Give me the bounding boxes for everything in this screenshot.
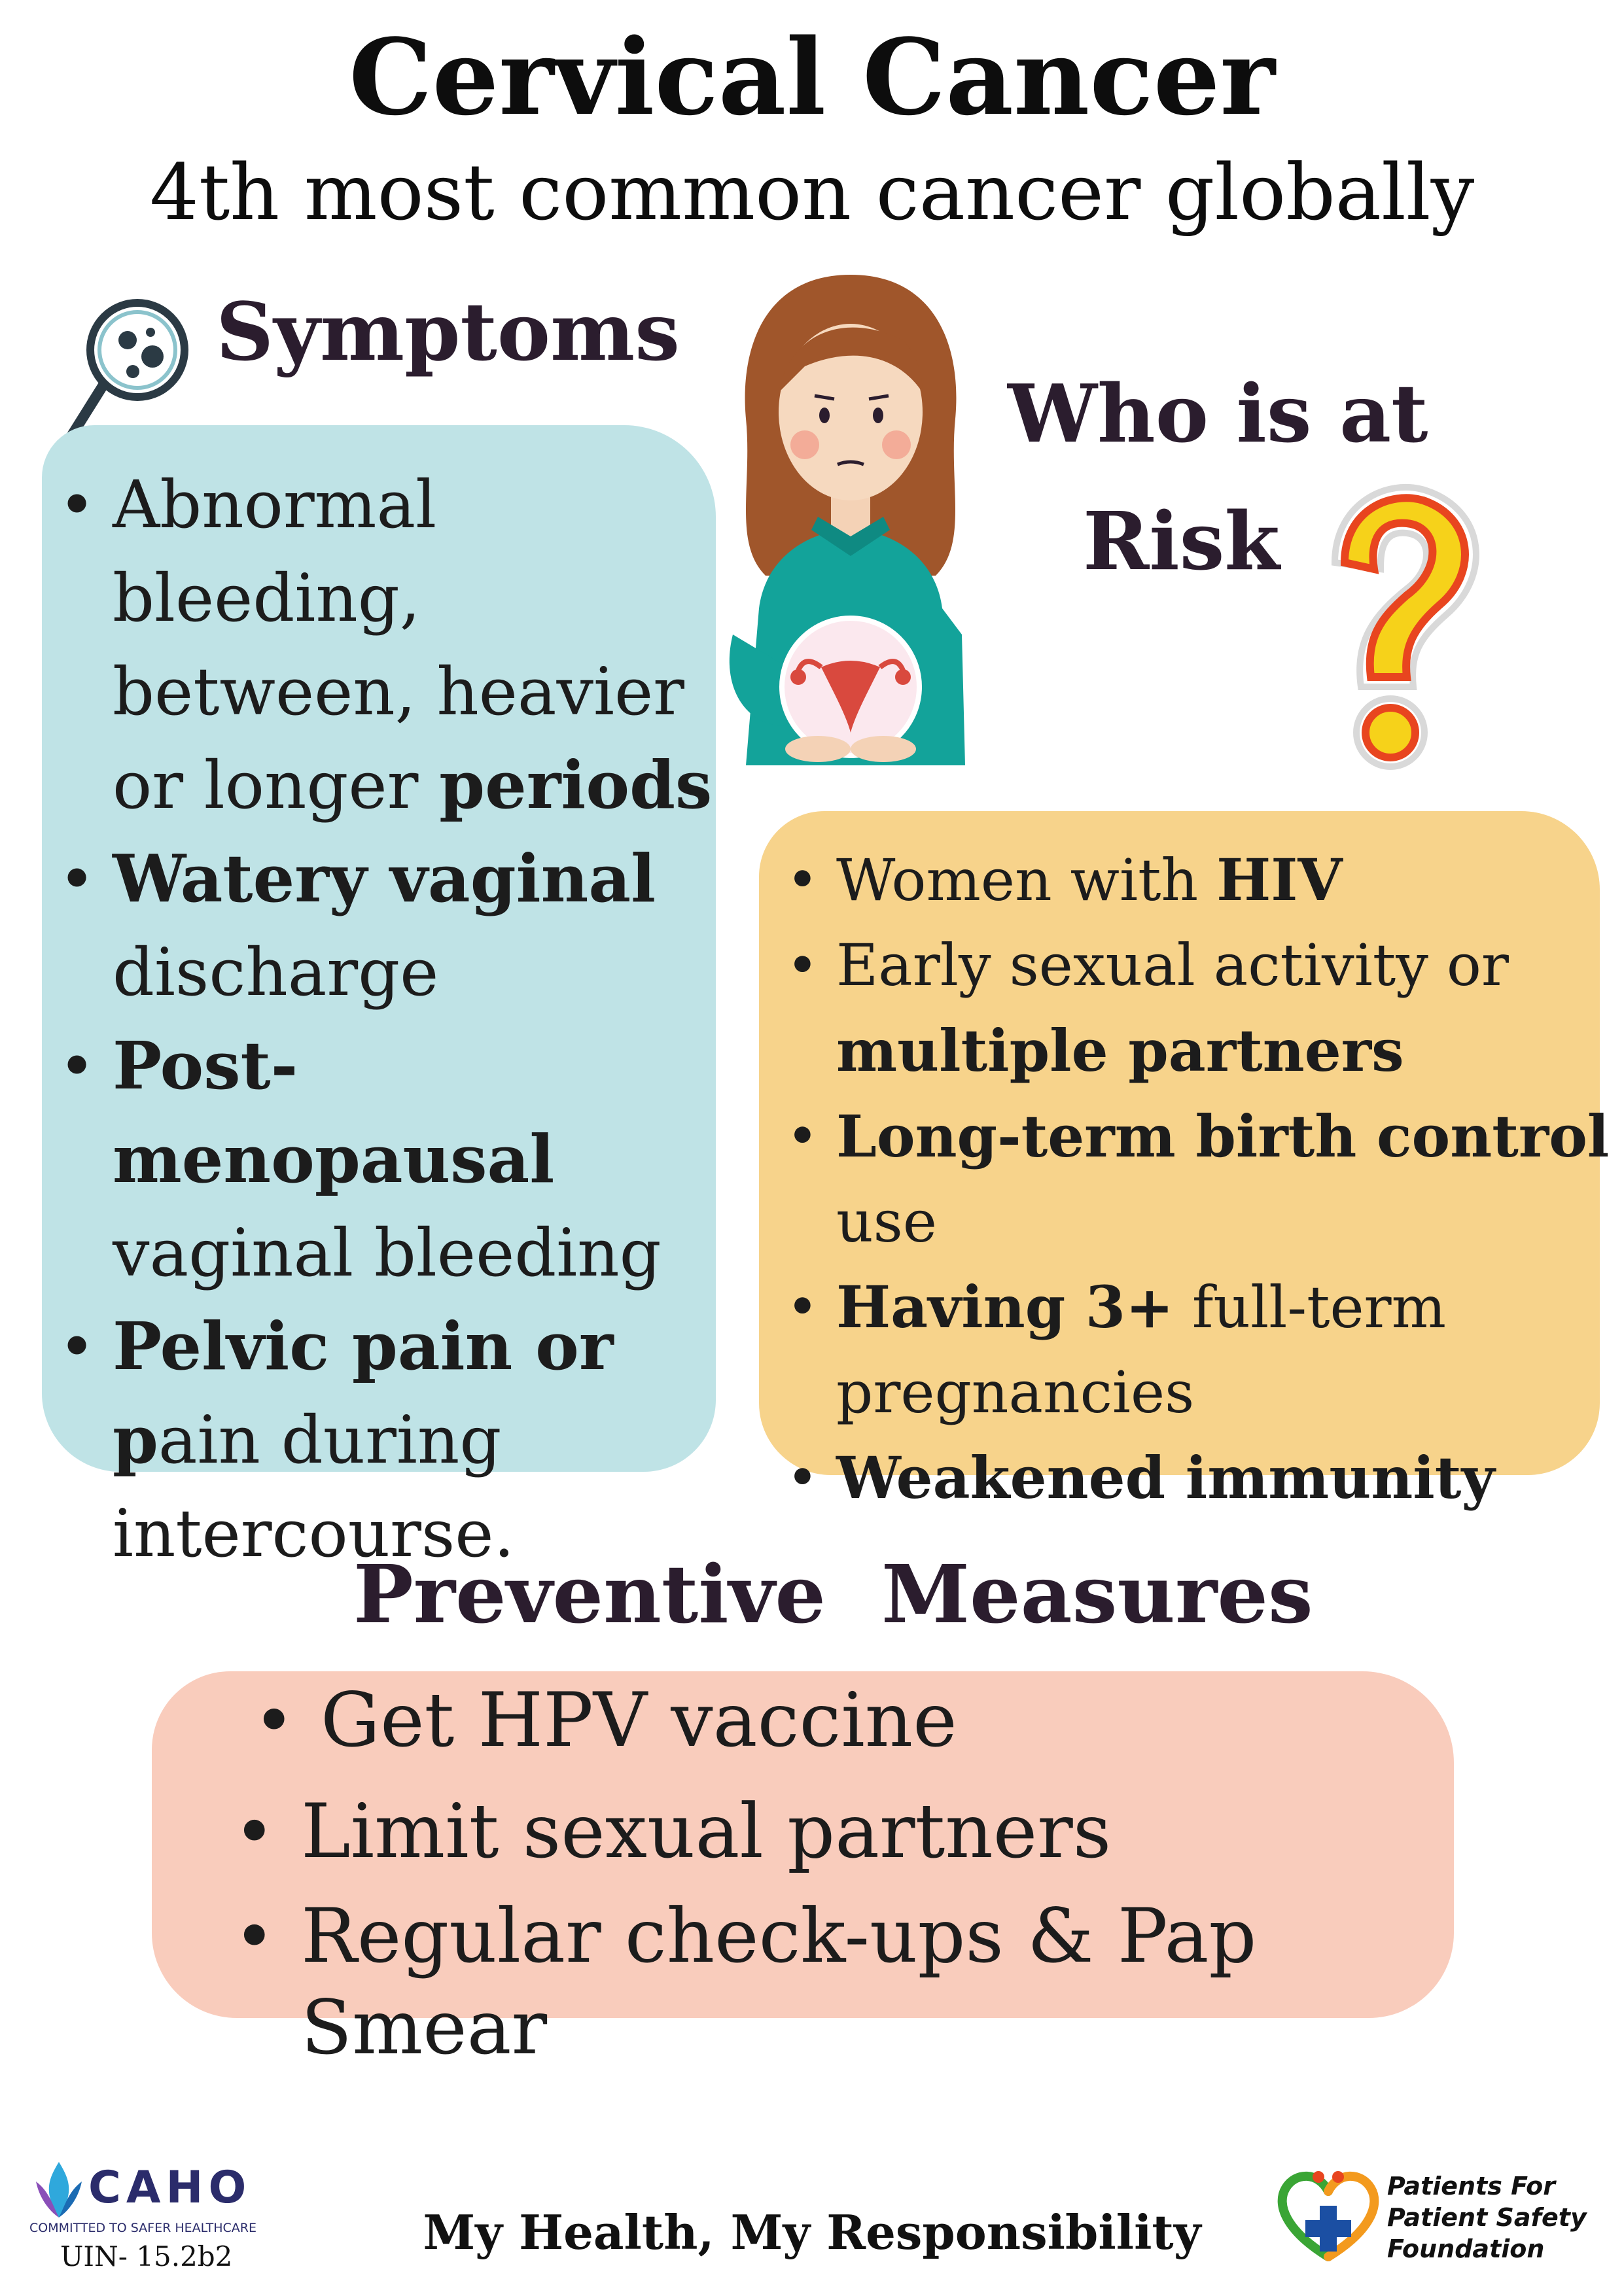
caho-tagline: COMMITTED TO SAFER HEALTHCARE [29, 2221, 256, 2235]
risk-heading-line2: Risk [1083, 494, 1280, 588]
preventive-item: • Regular check-ups & Pap Smear [236, 1892, 1257, 2071]
preventive-heading: Preventive Measures [353, 1547, 1313, 1641]
psf-line-3: Foundation [1387, 2235, 1545, 2263]
risk-heading-line1: Who is at [1008, 366, 1428, 461]
preventive-item: • Limit sexual partners [236, 1788, 1112, 1875]
risk-item: • Early sexual activity or multiple partners [788, 931, 1509, 1085]
caho-name: CAHO [88, 2162, 252, 2214]
magnifier-virus-icon [62, 294, 193, 445]
symptoms-list [59, 458, 713, 1580]
uin-label: UIN- 15.2b2 [60, 2240, 233, 2272]
symptom-item: • Abnormal bleeding, between, heavier or longer periods [60, 466, 713, 824]
symptom-item: • Watery vaginal discharge [60, 840, 656, 1011]
psf-name [1387, 2170, 1587, 2265]
symptom-item: • Post-menopausal vaginal bleeding [60, 1027, 662, 1291]
woman-uterus-illustration [707, 268, 995, 778]
psf-line-2: Patient Safety [1387, 2203, 1587, 2232]
psf-line-1: Patients For [1387, 2172, 1555, 2200]
patient-safety-heart-icon [1273, 2165, 1384, 2263]
risk-item: • Long-term birth control use [788, 1102, 1610, 1255]
preventive-item: • Get HPV vaccine [255, 1677, 957, 1764]
question-mark-icon [1282, 464, 1505, 791]
symptom-item: • Pelvic pain or pain during intercourse. [60, 1308, 614, 1572]
page-title: Cervical Cancer [349, 16, 1275, 139]
page-subtitle: 4th most common cancer globally [149, 147, 1475, 237]
footer-slogan: My Health, My Responsibility [423, 2204, 1201, 2260]
preventive-list [236, 1675, 1446, 2074]
risk-item: • Women with HIV [788, 846, 1343, 914]
risk-item: • Having 3+ full-term pregnancies [788, 1273, 1447, 1426]
symptoms-heading: Symptoms [216, 285, 680, 379]
risk-item: • Weakened immunity [788, 1444, 1495, 1512]
risk-list [785, 837, 1616, 1521]
